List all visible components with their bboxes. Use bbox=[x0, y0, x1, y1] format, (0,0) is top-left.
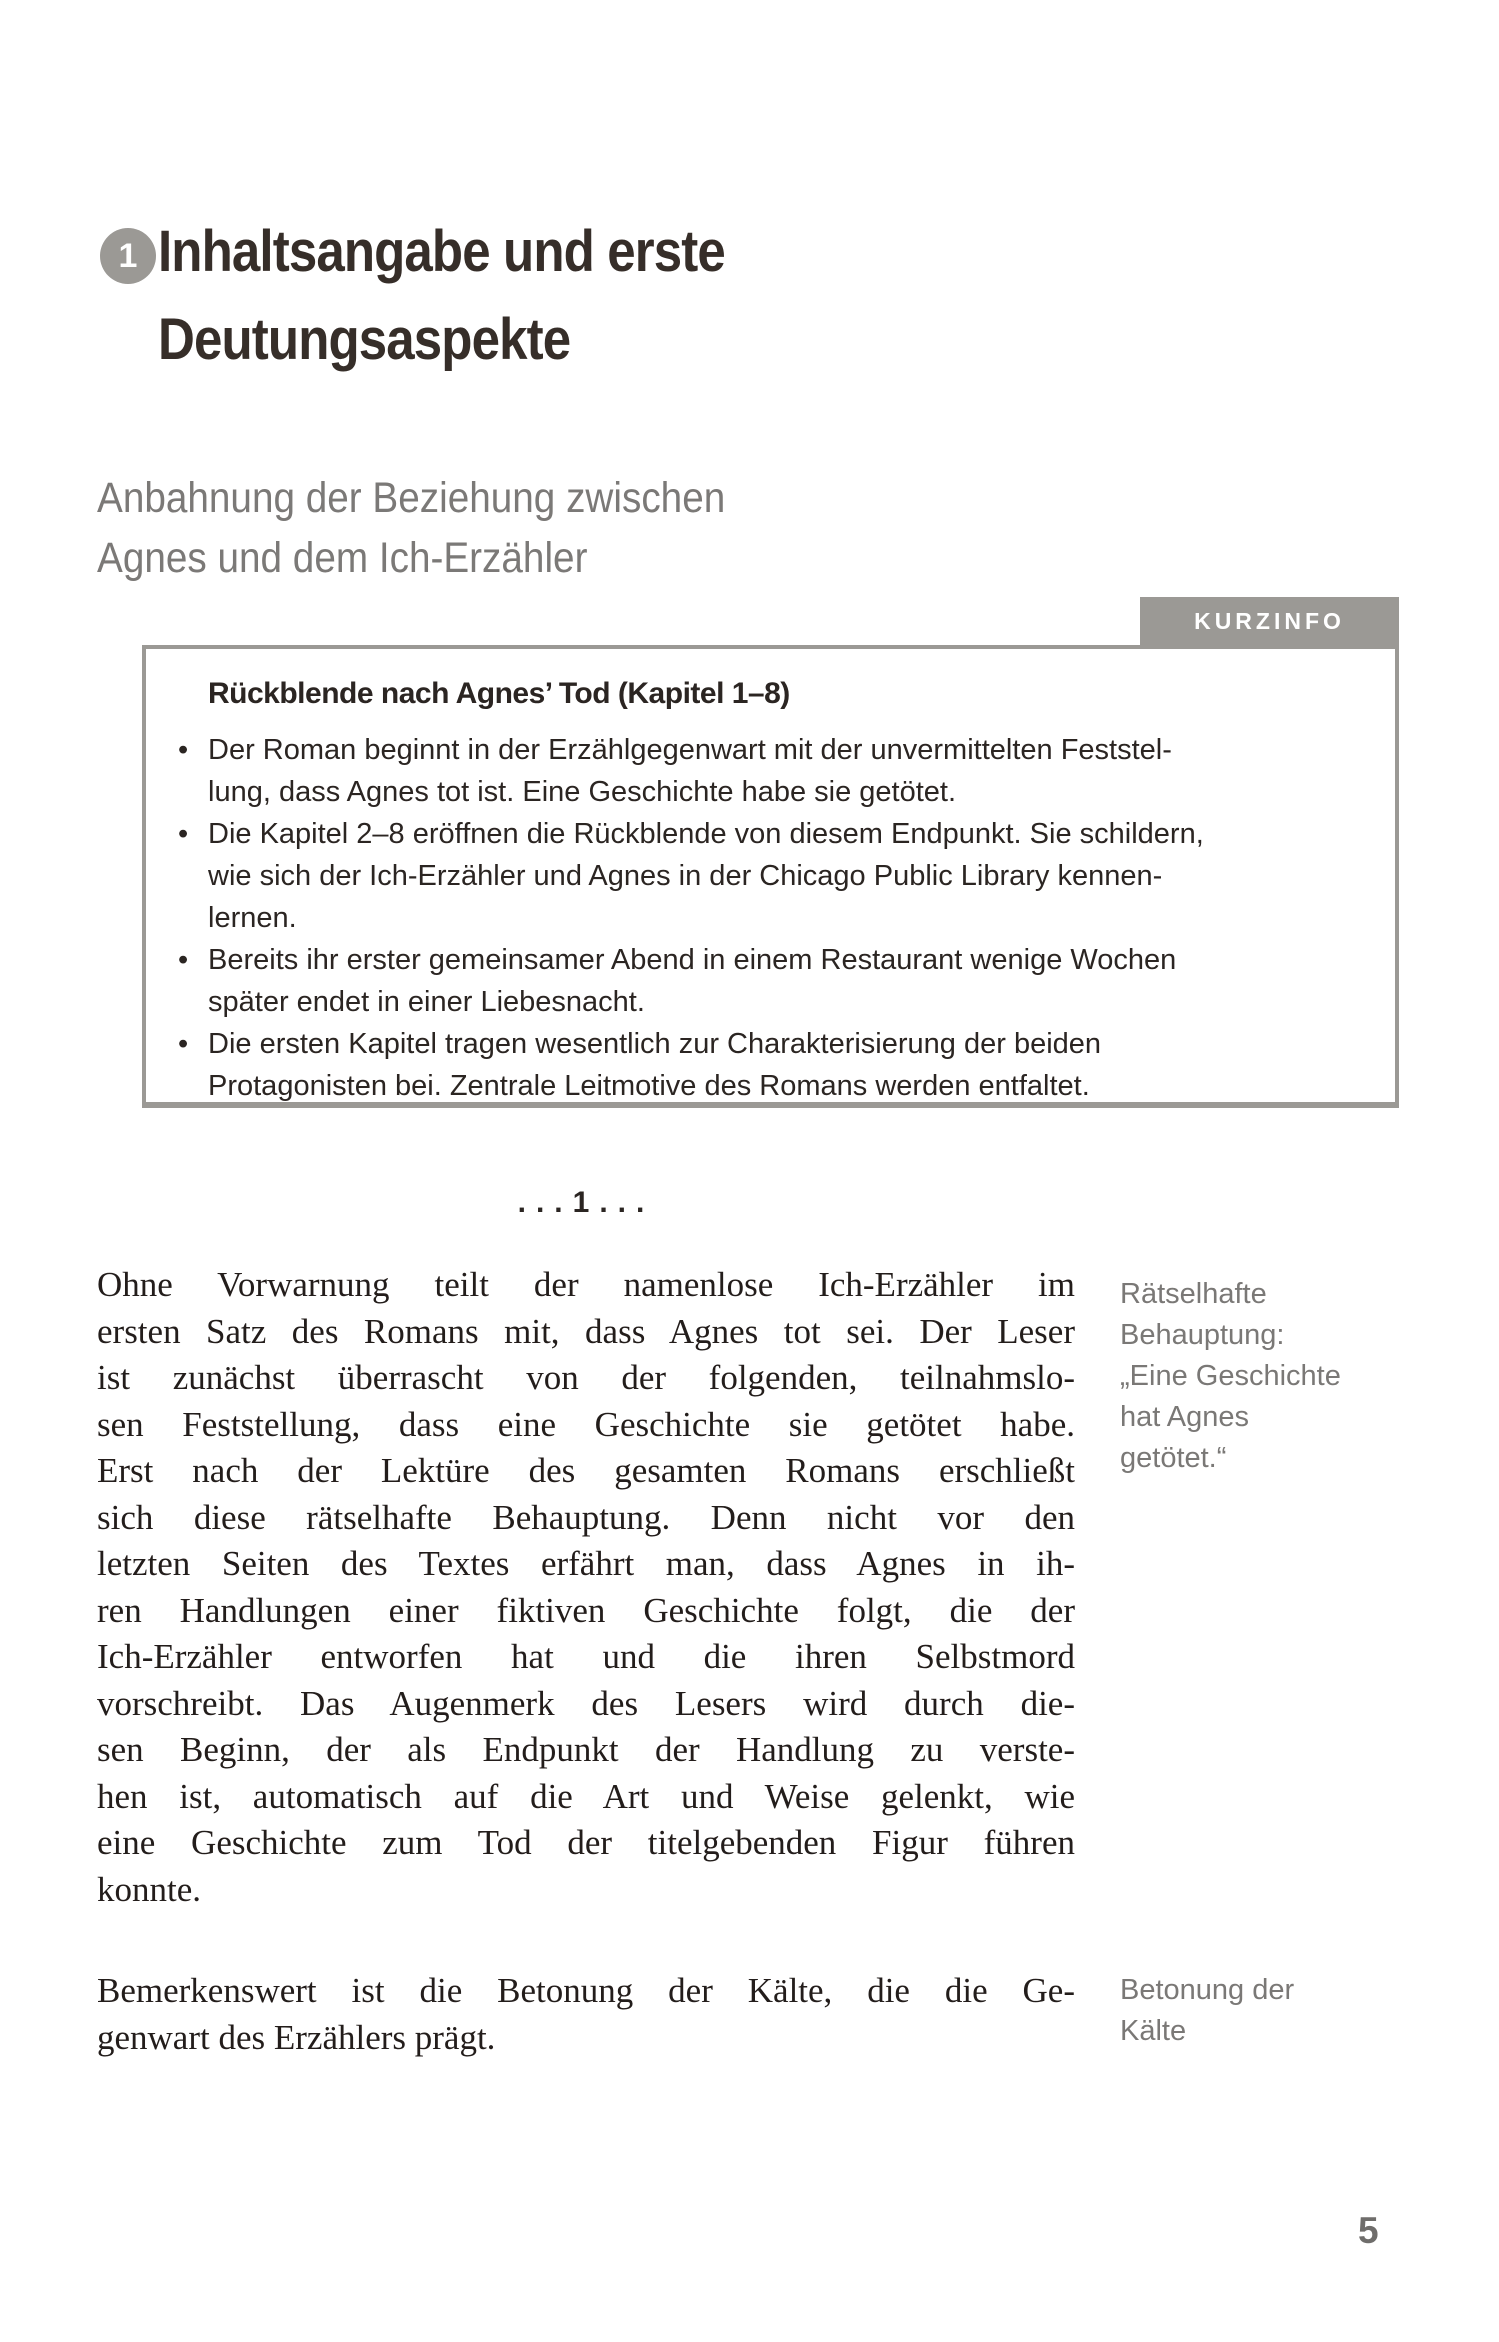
text-line: • Die Kapitel 2–8 eröffnen die Rückblende von diesem Endpunkt. Sie schildern, bbox=[208, 818, 1204, 850]
section-subtitle-line: Anbahnung der Beziehung zwischen bbox=[97, 474, 726, 522]
text-line: letzten Seiten des Textes erfährt man, dass Agnes in ih- bbox=[97, 1544, 1075, 1583]
text-line: hat Agnes bbox=[1120, 1401, 1249, 1433]
section-subtitle-line: Agnes und dem Ich-Erzähler bbox=[97, 534, 588, 582]
margin-note bbox=[1120, 1274, 1412, 1479]
chapter-title bbox=[158, 208, 802, 384]
text-line: wie sich der Ich-Erzähler und Agnes in der Chicago Public Library kennen- bbox=[208, 860, 1163, 892]
text-line: „Eine Geschichte bbox=[1120, 1360, 1341, 1392]
body-paragraph bbox=[97, 1262, 1075, 1913]
body-paragraph bbox=[97, 1968, 1075, 2061]
kurzinfo-bullet bbox=[208, 1023, 1377, 1107]
text-line: Bemerkenswert ist die Betonung der Kälte, die die Ge- bbox=[97, 1971, 1075, 2010]
section-subtitle bbox=[97, 468, 795, 588]
chapter-title-line: Deutungsaspekte bbox=[158, 307, 571, 372]
text-line: lung, dass Agnes tot ist. Eine Geschichte habe sie getötet. bbox=[208, 776, 957, 808]
text-line: genwart des Erzählers prägt. bbox=[97, 2017, 496, 2057]
text-line: vorschreibt. Das Augenmerk des Lesers wird durch die- bbox=[97, 1683, 1075, 1723]
page-number: 5 bbox=[1358, 2210, 1379, 2251]
text-line: ren Handlungen einer fiktiven Geschichte folgt, die der bbox=[97, 1590, 1075, 1630]
text-line: sich diese rätselhafte Behauptung. Denn nicht vor den bbox=[97, 1497, 1075, 1537]
text-line: ersten Satz des Romans mit, dass Agnes tot sei. Der Leser bbox=[97, 1311, 1075, 1351]
text-line: konnte. bbox=[97, 1869, 202, 1909]
kurzinfo-heading: Rückblende nach Agnes’ Tod (Kapitel 1–8) bbox=[208, 677, 790, 710]
text-line: Rätselhafte bbox=[1120, 1278, 1267, 1310]
text-line: sen Beginn, der als Endpunkt der Handlung zu verste- bbox=[97, 1730, 1075, 1769]
text-line: ist zunächst überrascht von der folgenden, teilnahmslo- bbox=[97, 1358, 1075, 1397]
text-line: Erst nach der Lektüre des gesamten Romans erschließt bbox=[97, 1451, 1075, 1490]
chapter-number-badge: 1 bbox=[100, 228, 156, 284]
kurzinfo-bullet bbox=[208, 729, 1377, 813]
kurzinfo-bullet bbox=[208, 939, 1377, 1023]
kurzinfo-bullet-list bbox=[208, 729, 1377, 1107]
text-line: • Der Roman beginnt in der Erzählgegenwart mit der unvermittelten Feststel- bbox=[208, 734, 1172, 766]
text-line: Betonung der bbox=[1120, 1974, 1295, 2006]
chapter-title-line: Inhaltsangabe und erste bbox=[158, 219, 725, 284]
text-line: Behauptung: bbox=[1120, 1319, 1285, 1351]
kurzinfo-tab: KURZINFO bbox=[1140, 597, 1399, 645]
text-line: sen Feststellung, dass eine Geschichte sie getötet habe. bbox=[97, 1404, 1075, 1444]
text-line: eine Geschichte zum Tod der titelgebenden Figur führen bbox=[97, 1823, 1075, 1862]
text-line: • Bereits ihr erster gemeinsamer Abend in einem Restaurant wenige Wochen bbox=[208, 944, 1177, 976]
text-line: getötet.“ bbox=[1120, 1442, 1227, 1474]
text-line: hen ist, automatisch auf die Art und Weise gelenkt, wie bbox=[97, 1776, 1075, 1816]
text-line: lernen. bbox=[208, 902, 297, 934]
margin-note bbox=[1120, 1970, 1412, 2052]
text-line: • Die ersten Kapitel tragen wesentlich zur Charakterisierung der beiden bbox=[208, 1028, 1102, 1060]
text-line: Ohne Vorwarnung teilt der namenlose Ich-Erzähler im bbox=[97, 1265, 1075, 1304]
text-line: später endet in einer Liebesnacht. bbox=[208, 986, 645, 1018]
kurzinfo-bullet bbox=[208, 813, 1377, 939]
text-line: Protagonisten bei. Zentrale Leitmotive des Romans werden entfaltet. bbox=[208, 1070, 1090, 1102]
kurzinfo-box bbox=[142, 645, 1399, 1108]
text-line: Kälte bbox=[1120, 2015, 1187, 2047]
text-line: Ich-Erzähler entworfen hat und die ihren Selbstmord bbox=[97, 1637, 1075, 1676]
section-marker: ...1... bbox=[517, 1186, 655, 1219]
